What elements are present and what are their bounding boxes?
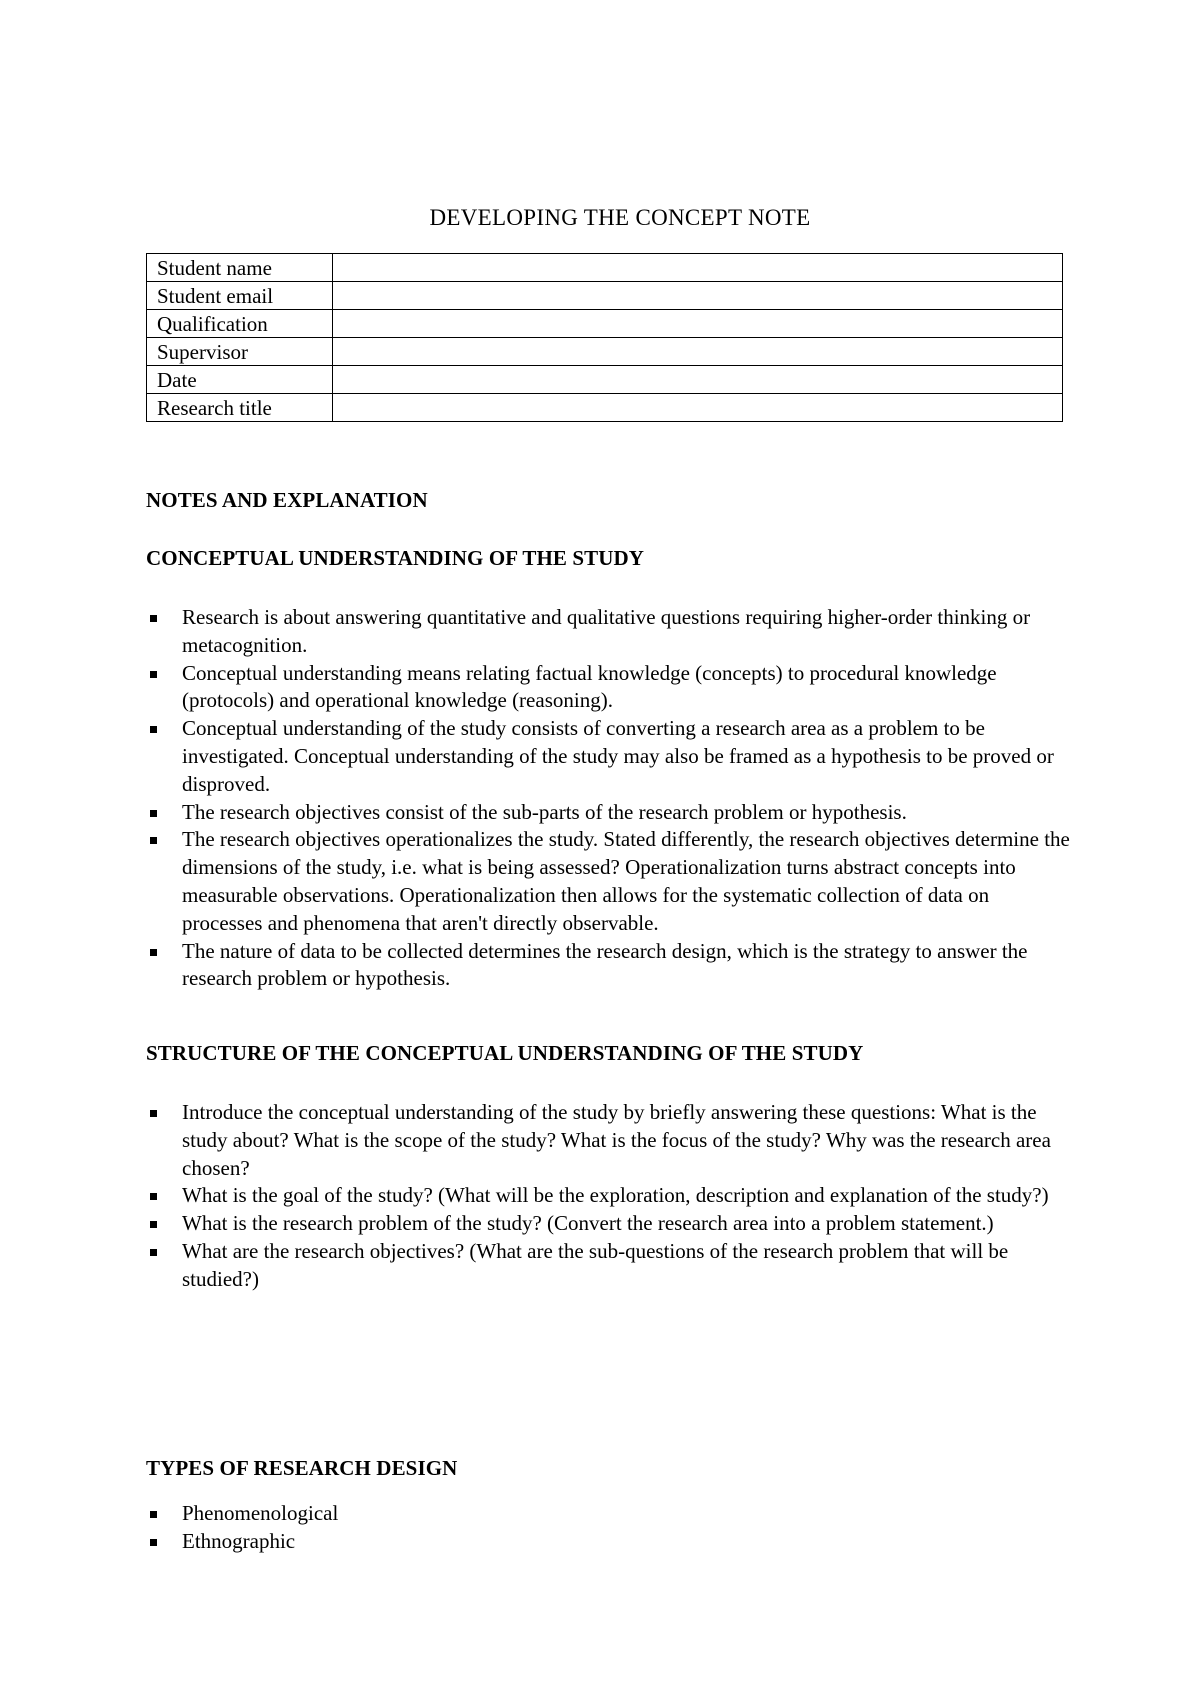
row-label: Student name xyxy=(147,254,333,282)
bullet-icon xyxy=(150,1110,157,1117)
list-item xyxy=(146,604,1071,660)
list-item-text: Ethnographic xyxy=(182,1528,296,1553)
table-row xyxy=(147,338,1063,366)
list-item xyxy=(146,938,1071,994)
list-item-text: Conceptual understanding of the study consists of converting a research area as a problem to be investigated. Conceptual understanding of the study may also be framed as a hypothesis to be proved or disproved. xyxy=(182,716,1054,796)
bullet-icon xyxy=(150,810,157,817)
list-item-text: What is the research problem of the study? (Convert the research area into a problem statement.) xyxy=(182,1211,994,1236)
document-title: DEVELOPING THE CONCEPT NOTE xyxy=(429,205,811,230)
table-row xyxy=(147,282,1063,310)
row-label: Supervisor xyxy=(147,338,333,366)
list-item-text: Phenomenological xyxy=(182,1501,339,1525)
list-item-text: What is the goal of the study? (What will be the exploration, description and explanation of the study?) xyxy=(182,1183,1049,1208)
row-value[interactable] xyxy=(333,394,1063,422)
design-list xyxy=(146,1500,1071,1556)
bullet-icon xyxy=(150,615,157,622)
table-row xyxy=(147,366,1063,394)
bullet-icon xyxy=(150,1511,157,1518)
list-item-text: Introduce the conceptual understanding of the study by briefly answering these questions: What is the study about? What is the scope of the study? What is the focus of the study? Why was the research area chosen? xyxy=(182,1100,1051,1180)
table-row xyxy=(147,310,1063,338)
list-item-text: Conceptual understanding means relating factual knowledge (concepts) to procedural knowledge (protocols) and operational knowledge (reasoning). xyxy=(182,660,997,713)
list-item xyxy=(146,1528,1071,1556)
list-item xyxy=(146,799,1071,827)
design-heading: TYPES OF RESEARCH DESIGN xyxy=(146,1456,458,1480)
notes-heading: NOTES AND EXPLANATION xyxy=(146,488,428,512)
list-item xyxy=(146,715,1071,798)
bullet-icon xyxy=(150,1221,157,1228)
row-label: Research title xyxy=(147,394,333,422)
list-item-text: The research objectives operationalizes the study. Stated differently, the research objectives determine the dimensions of the study, i.e. what is being assessed? Operationalization turns abstract concepts into measurable observations. Operationalization then allows for the systematic collection of data on processes and phenomena that aren't directly observable. xyxy=(182,827,1070,935)
list-item xyxy=(146,1182,1071,1210)
structure-heading: STRUCTURE OF THE CONCEPTUAL UNDERSTANDING OF THE STUDY xyxy=(146,1041,864,1065)
list-item xyxy=(146,660,1071,716)
row-value[interactable] xyxy=(333,254,1063,282)
bullet-icon xyxy=(150,1249,157,1256)
list-item xyxy=(146,1500,1071,1528)
row-label: Qualification xyxy=(147,310,333,338)
structure-list xyxy=(146,1099,1071,1294)
list-item-text: Research is about answering quantitative and qualitative questions requiring higher-order thinking or metacognition. xyxy=(182,605,1031,657)
conceptual-heading: CONCEPTUAL UNDERSTANDING OF THE STUDY xyxy=(146,546,645,570)
row-label: Student email xyxy=(147,282,333,310)
bullet-icon xyxy=(150,671,157,678)
row-value[interactable] xyxy=(333,310,1063,338)
conceptual-list xyxy=(146,604,1071,993)
list-item xyxy=(146,1099,1071,1182)
row-value[interactable] xyxy=(333,282,1063,310)
bullet-icon xyxy=(150,949,157,956)
student-info-table xyxy=(146,253,1063,422)
row-value[interactable] xyxy=(333,338,1063,366)
list-item-text: What are the research objectives? (What are the sub-questions of the research problem that will be studied?) xyxy=(182,1238,1009,1291)
list-item-text: The nature of data to be collected determines the research design, which is the strategy to answer the research problem or hypothesis. xyxy=(182,938,1028,991)
table-row xyxy=(147,254,1063,282)
list-item xyxy=(146,1210,1071,1238)
row-label: Date xyxy=(147,366,333,394)
bullet-icon xyxy=(150,1193,157,1200)
bullet-icon xyxy=(150,1539,157,1546)
list-item xyxy=(146,1238,1071,1294)
row-value[interactable] xyxy=(333,366,1063,394)
bullet-icon xyxy=(150,726,157,733)
list-item-text: The research objectives consist of the sub-parts of the research problem or hypothesis. xyxy=(182,799,907,824)
bullet-icon xyxy=(150,837,157,844)
list-item xyxy=(146,826,1071,937)
table-row xyxy=(147,394,1063,422)
